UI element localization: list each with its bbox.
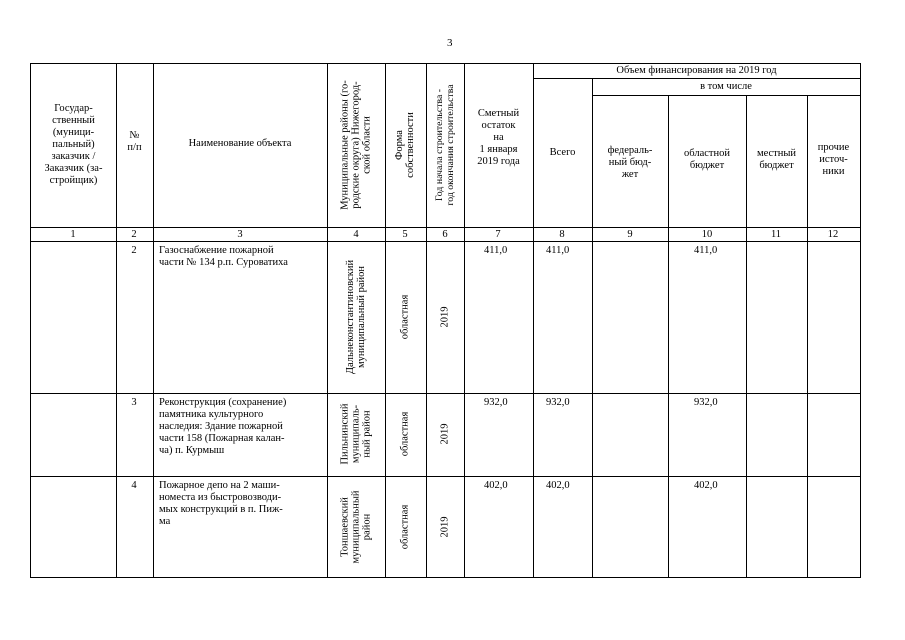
header-ownership: Форма собственности	[394, 112, 416, 178]
column-number: 1	[70, 229, 76, 240]
header-financing: Объем финансирования на 2019 год	[616, 65, 777, 76]
table-line	[327, 63, 328, 578]
column-number: 5	[402, 229, 408, 240]
row-number: 2	[131, 245, 137, 256]
row-object-name: Пожарное депо на 2 маши- номеста из быстровозводи- мых конструкций в п. Пиж- ма	[159, 480, 283, 527]
header-years: Год начала строительства - год окончания строительства	[434, 84, 456, 206]
column-number: 12	[827, 229, 839, 240]
row-number: 4	[131, 480, 137, 491]
table-line	[860, 63, 861, 578]
header-federal: федераль- ный бюд- жет	[607, 145, 653, 180]
table-line	[533, 78, 860, 79]
table-line	[385, 63, 386, 578]
column-number: 3	[237, 229, 243, 240]
table-line	[30, 476, 860, 477]
table-line	[533, 63, 534, 578]
row-object-name: Реконструкция (сохранение) памятника культурного наследия: Здание пожарной части 158 (Пожарная калан- ча) п. Курмыш	[159, 397, 287, 456]
page-number: 3	[447, 37, 453, 49]
row-estimate: 402,0	[484, 480, 508, 491]
row-estimate: 932,0	[484, 397, 508, 408]
table-line	[30, 227, 860, 228]
header-regional: областной бюджет	[684, 148, 730, 171]
row-total: 411,0	[546, 245, 570, 256]
table-line	[592, 95, 860, 96]
header-customer: Государ- ственный (муници- пальный) заказчик / Заказчик (за- стройщик)	[44, 103, 103, 186]
row-number: 3	[131, 397, 137, 408]
row-total: 932,0	[546, 397, 570, 408]
row-regional: 932,0	[694, 397, 718, 408]
table-line	[30, 393, 860, 394]
table-line	[30, 241, 860, 242]
row-district: Дальнеконстантиновский муниципальный район	[345, 259, 367, 375]
column-number: 6	[442, 229, 448, 240]
header-other: прочие источ- ники	[817, 142, 850, 177]
header-local: местный бюджет	[756, 148, 797, 171]
row-ownership: областная	[399, 504, 411, 550]
table-line	[426, 63, 427, 578]
row-object-name: Газоснабжение пожарной части № 134 р.п. Суроватиха	[159, 245, 288, 268]
header-including: в том числе	[700, 81, 752, 92]
row-ownership: областная	[399, 411, 411, 457]
column-number: 9	[627, 229, 633, 240]
row-district: Тоншаевский муниципальный район	[339, 490, 373, 564]
column-number: 7	[495, 229, 501, 240]
column-number: 4	[353, 229, 359, 240]
header-district: Муниципальные районы (го- родские округа) Нижегород- ской области	[339, 80, 373, 210]
table-line	[30, 63, 860, 64]
column-number: 8	[559, 229, 565, 240]
row-ownership: областная	[399, 294, 411, 340]
row-regional: 402,0	[694, 480, 718, 491]
column-number: 10	[701, 229, 713, 240]
row-estimate: 411,0	[484, 245, 508, 256]
header-object-name: Наименование объекта	[188, 138, 292, 149]
row-total: 402,0	[546, 480, 570, 491]
header-total: Всего	[549, 147, 576, 158]
row-regional: 411,0	[694, 245, 718, 256]
column-number: 2	[131, 229, 137, 240]
row-year: 2019	[439, 423, 451, 445]
header-number: № п/п	[127, 130, 142, 153]
row-year: 2019	[439, 306, 451, 328]
row-year: 2019	[439, 516, 451, 538]
row-district: Пильнинский муниципаль- ный район	[339, 403, 373, 465]
column-number: 11	[770, 229, 782, 240]
table-line	[30, 577, 860, 578]
header-estimate: Сметный остаток на 1 января 2019 года	[477, 108, 520, 167]
